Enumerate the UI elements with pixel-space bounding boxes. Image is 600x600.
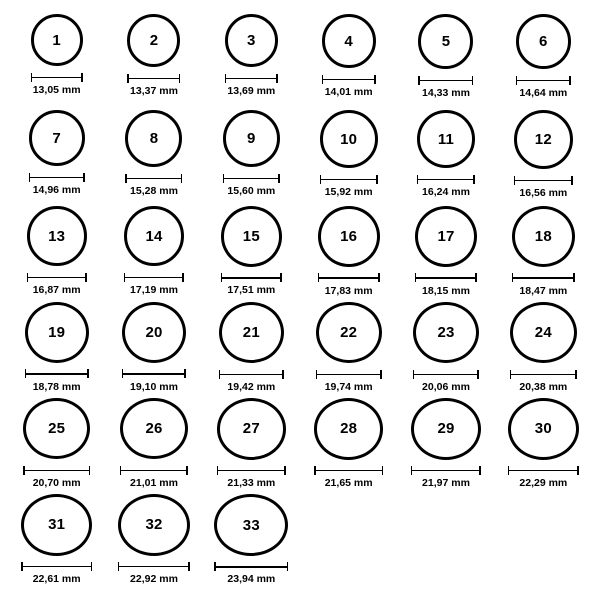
diameter-value: 17,51 mm: [227, 284, 276, 297]
dimension-tick-left: [314, 466, 316, 475]
dimension-tick-left: [413, 370, 415, 379]
dimension-tick-right: [472, 76, 474, 85]
dimension-tick-left: [316, 370, 318, 379]
dimension-tick-right: [475, 273, 477, 282]
ring-circle: [31, 14, 83, 66]
ring-size-cell: [203, 200, 300, 296]
ring-size-label: 14: [145, 227, 163, 245]
diameter-value: 13,37 mm: [130, 85, 178, 97]
ring-circle: [29, 110, 85, 166]
ring-size-label: 1: [52, 31, 61, 49]
ring-size-cell: [397, 104, 494, 200]
ring-size-cell: [397, 296, 494, 392]
ring-circle: [125, 110, 182, 167]
dimension-tick-right: [378, 273, 380, 282]
dimension-tick-left: [510, 370, 512, 379]
dimension-tick-right: [181, 174, 183, 183]
ring-circle: [411, 398, 481, 460]
ring-circle: [516, 14, 571, 69]
ring-size-cell: [105, 8, 202, 104]
ring-size-label: 19: [48, 323, 66, 341]
dimension-tick-right: [575, 370, 577, 379]
dimension-tick-right: [85, 273, 87, 282]
dimension-line: [415, 274, 477, 283]
ring-size-cell: [203, 296, 300, 392]
diameter-value: 21,97 mm: [422, 476, 470, 489]
ring-size-label: 9: [247, 130, 256, 147]
dimension-tick-right: [477, 370, 479, 379]
diameter-value: 14,64 mm: [519, 87, 568, 99]
diameter-value: 23,94 mm: [227, 572, 276, 585]
ring-circle: [417, 110, 475, 168]
dimension-tick-left: [125, 174, 127, 183]
dimension-line: [318, 274, 380, 283]
ring-size-label: 29: [437, 420, 455, 438]
ring-circle: [508, 398, 579, 460]
dimension-tick-left: [122, 369, 124, 378]
ring-size-cell: [105, 392, 202, 488]
ring-size-cell: [300, 8, 397, 104]
ring-circle: [124, 206, 184, 266]
ring-size-label: 7: [52, 129, 61, 147]
dimension-tick-right: [188, 562, 190, 571]
dimension-tick-left: [21, 562, 23, 571]
diameter-value: 15,60 mm: [227, 185, 276, 197]
dimension-line: [23, 466, 90, 474]
diameter-value: 15,92 mm: [324, 186, 373, 198]
diameter-value: 17,83 mm: [324, 284, 373, 297]
dimension-tick-left: [25, 369, 27, 378]
diameter-value: 22,61 mm: [32, 572, 81, 585]
ring-circle: [217, 398, 286, 460]
ring-circle: [221, 206, 282, 267]
diameter-value: 14,01 mm: [324, 86, 373, 98]
dimension-tick-right: [571, 176, 573, 185]
dimension-tick-right: [473, 175, 475, 184]
ring-size-label: 6: [539, 33, 548, 50]
dimension-line: [127, 74, 180, 83]
diameter-value: 21,65 mm: [324, 476, 373, 489]
ring-size-label: 15: [242, 227, 260, 245]
diameter-value: 18,78 mm: [32, 380, 81, 393]
dimension-tick-left: [514, 176, 516, 185]
ring-size-cell: [203, 104, 300, 200]
ring-size-label: 18: [534, 227, 552, 245]
ring-size-label: 25: [48, 420, 66, 438]
ring-circle: [413, 302, 479, 363]
ring-size-label: 32: [145, 516, 163, 534]
dimension-tick-right: [278, 174, 280, 183]
dimension-tick-right: [374, 75, 376, 84]
diameter-value: 14,33 mm: [422, 87, 470, 99]
dimension-tick-right: [186, 466, 188, 475]
ring-size-cell: [8, 392, 105, 488]
ring-size-cell: [495, 104, 592, 200]
ring-size-label: 26: [145, 420, 163, 438]
ring-circle: [27, 206, 87, 266]
dimension-tick-left: [418, 76, 420, 85]
dimension-tick-right: [184, 369, 186, 378]
ring-size-label: 30: [534, 420, 552, 438]
dimension-tick-left: [320, 175, 322, 184]
ring-size-label: 27: [242, 420, 260, 438]
dimension-tick-left: [508, 466, 510, 475]
ring-size-label: 21: [242, 324, 260, 342]
dimension-line: [122, 370, 186, 379]
ring-size-label: 22: [340, 324, 358, 342]
dimension-tick-left: [225, 74, 227, 83]
diameter-value: 16,56 mm: [519, 187, 568, 199]
ring-circle: [23, 398, 90, 459]
dimension-tick-right: [280, 273, 282, 282]
ring-size-cell: [105, 200, 202, 296]
ring-size-cell: [495, 392, 592, 488]
dimension-tick-right: [577, 466, 579, 475]
ring-size-label: 17: [437, 227, 455, 245]
ring-size-cell: [105, 104, 202, 200]
dimension-tick-right: [569, 76, 571, 85]
dimension-tick-left: [127, 74, 129, 83]
dimension-tick-left: [124, 273, 126, 282]
ring-size-cell: [203, 488, 300, 584]
dimension-tick-right: [182, 273, 184, 282]
dimension-line: [221, 274, 282, 283]
dimension-line: [322, 75, 376, 84]
dimension-tick-right: [282, 370, 284, 379]
dimension-line: [413, 370, 479, 378]
ring-size-label: 11: [437, 130, 455, 148]
dimension-tick-left: [27, 273, 29, 282]
dimension-line: [508, 467, 579, 475]
ring-size-cell: [397, 392, 494, 488]
dimension-tick-left: [214, 562, 216, 571]
ring-size-label: 5: [441, 33, 451, 50]
ring-circle: [219, 302, 284, 363]
dimension-tick-right: [287, 562, 289, 571]
ring-size-cell: [495, 200, 592, 296]
dimension-line: [120, 466, 188, 474]
dimension-tick-left: [415, 273, 417, 282]
dimension-tick-left: [120, 466, 122, 475]
ring-size-label: 24: [534, 324, 552, 342]
dimension-line: [214, 563, 288, 570]
dimension-tick-left: [217, 466, 219, 475]
diameter-value: 21,01 mm: [130, 476, 178, 489]
dimension-tick-left: [29, 173, 31, 182]
ring-circle: [118, 494, 190, 556]
ring-size-cell: [495, 296, 592, 392]
ring-size-cell: [8, 488, 105, 584]
dimension-tick-left: [118, 562, 120, 571]
ring-circle: [25, 302, 89, 363]
ring-circle: [418, 14, 473, 69]
dimension-line: [219, 370, 284, 378]
dimension-line: [21, 563, 92, 571]
diameter-value: 20,38 mm: [519, 380, 568, 393]
dimension-line: [31, 73, 83, 82]
dimension-line: [320, 175, 378, 184]
dimension-tick-left: [23, 466, 25, 475]
diameter-value: 19,42 mm: [227, 380, 276, 393]
dimension-line: [314, 467, 383, 475]
dimension-tick-left: [31, 73, 33, 82]
ring-circle: [225, 14, 278, 67]
ring-size-label: 12: [534, 131, 552, 148]
ring-size-cell: [105, 296, 202, 392]
dimension-tick-left: [221, 273, 223, 282]
ring-size-cell: [495, 8, 592, 104]
dimension-tick-left: [417, 175, 419, 184]
dimension-tick-right: [81, 73, 83, 82]
ring-size-label: 33: [242, 516, 260, 534]
ring-size-cell: [397, 200, 494, 296]
ring-size-label: 3: [247, 32, 256, 49]
ring-size-cell: [203, 8, 300, 104]
diameter-value: 21,33 mm: [227, 476, 276, 489]
dimension-tick-right: [276, 74, 278, 83]
ring-circle: [316, 302, 382, 363]
diameter-value: 22,92 mm: [130, 572, 178, 585]
ring-size-label: 16: [340, 227, 358, 245]
ring-size-label: 10: [340, 130, 358, 148]
diameter-value: 22,29 mm: [519, 476, 568, 489]
ring-circle: [514, 110, 573, 169]
dimension-tick-left: [411, 466, 413, 475]
diameter-value: 20,70 mm: [32, 476, 81, 489]
dimension-tick-right: [376, 175, 378, 184]
diameter-value: 13,05 mm: [32, 84, 81, 96]
dimension-tick-right: [380, 370, 382, 379]
dimension-line: [316, 370, 382, 378]
dimension-tick-right: [83, 173, 85, 182]
dimension-tick-right: [479, 466, 481, 475]
ring-circle: [120, 398, 188, 459]
diameter-value: 16,87 mm: [32, 284, 81, 296]
dimension-tick-right: [179, 74, 181, 83]
ring-size-label: 4: [344, 32, 353, 50]
dimension-tick-left: [219, 370, 221, 379]
ring-circle: [415, 206, 477, 267]
ring-size-cell: [105, 488, 202, 584]
dimension-line: [512, 274, 575, 283]
dimension-tick-right: [382, 466, 384, 475]
ring-circle: [122, 302, 186, 363]
diameter-value: 18,15 mm: [422, 284, 470, 297]
dimension-tick-right: [87, 369, 89, 378]
ring-circle: [127, 14, 180, 67]
dimension-line: [418, 76, 473, 85]
ring-size-cell: [8, 200, 105, 296]
ring-circle: [318, 206, 380, 267]
dimension-tick-right: [89, 466, 91, 475]
ring-size-label: 8: [149, 130, 159, 147]
diameter-value: 18,47 mm: [519, 284, 568, 297]
ring-circle: [510, 302, 577, 363]
ring-size-cell: [300, 296, 397, 392]
dimension-tick-right: [573, 273, 575, 282]
ring-size-label: 20: [145, 323, 163, 341]
diameter-value: 19,10 mm: [130, 380, 178, 393]
dimension-line: [25, 370, 89, 379]
dimension-line: [516, 76, 571, 85]
dimension-line: [125, 174, 182, 183]
ring-size-cell: [300, 200, 397, 296]
ring-circle: [214, 494, 288, 556]
ring-circle: [320, 110, 378, 168]
dimension-tick-left: [223, 174, 225, 183]
ring-size-cell: [8, 8, 105, 104]
dimension-tick-right: [91, 562, 93, 571]
diameter-value: 15,28 mm: [130, 185, 178, 197]
diameter-value: 17,19 mm: [130, 284, 178, 296]
diameter-value: 14,96 mm: [32, 184, 81, 196]
dimension-tick-left: [322, 75, 324, 84]
dimension-line: [124, 273, 184, 282]
dimension-line: [411, 467, 481, 475]
diameter-value: 19,74 mm: [324, 380, 373, 393]
ring-size-cell: [8, 104, 105, 200]
ring-circle: [512, 206, 575, 267]
ring-size-label: 13: [48, 227, 66, 245]
ring-size-label: 31: [48, 516, 66, 534]
ring-size-cell: [300, 104, 397, 200]
ring-size-label: 2: [149, 32, 159, 49]
dimension-line: [417, 175, 475, 184]
diameter-value: 20,06 mm: [422, 380, 470, 393]
ring-circle: [223, 110, 280, 167]
diameter-value: 16,24 mm: [422, 186, 470, 198]
ring-size-cell: [203, 392, 300, 488]
dimension-tick-right: [284, 466, 286, 475]
diameter-value: 13,69 mm: [227, 85, 276, 97]
ring-size-label: 28: [340, 420, 358, 438]
dimension-line: [514, 176, 573, 185]
dimension-tick-left: [516, 76, 518, 85]
dimension-line: [225, 74, 278, 83]
dimension-line: [118, 563, 190, 571]
ring-circle: [314, 398, 383, 460]
ring-size-cell: [397, 8, 494, 104]
ring-circle: [21, 494, 92, 556]
ring-size-cell: [8, 296, 105, 392]
dimension-line: [27, 273, 87, 282]
ring-circle: [322, 14, 376, 68]
ring-size-cell: [300, 392, 397, 488]
dimension-tick-left: [512, 273, 514, 282]
dimension-line: [510, 370, 577, 378]
ring-size-label: 23: [437, 324, 455, 342]
dimension-line: [29, 173, 85, 182]
dimension-line: [217, 467, 286, 475]
dimension-line: [223, 174, 280, 183]
dimension-tick-left: [318, 273, 320, 282]
